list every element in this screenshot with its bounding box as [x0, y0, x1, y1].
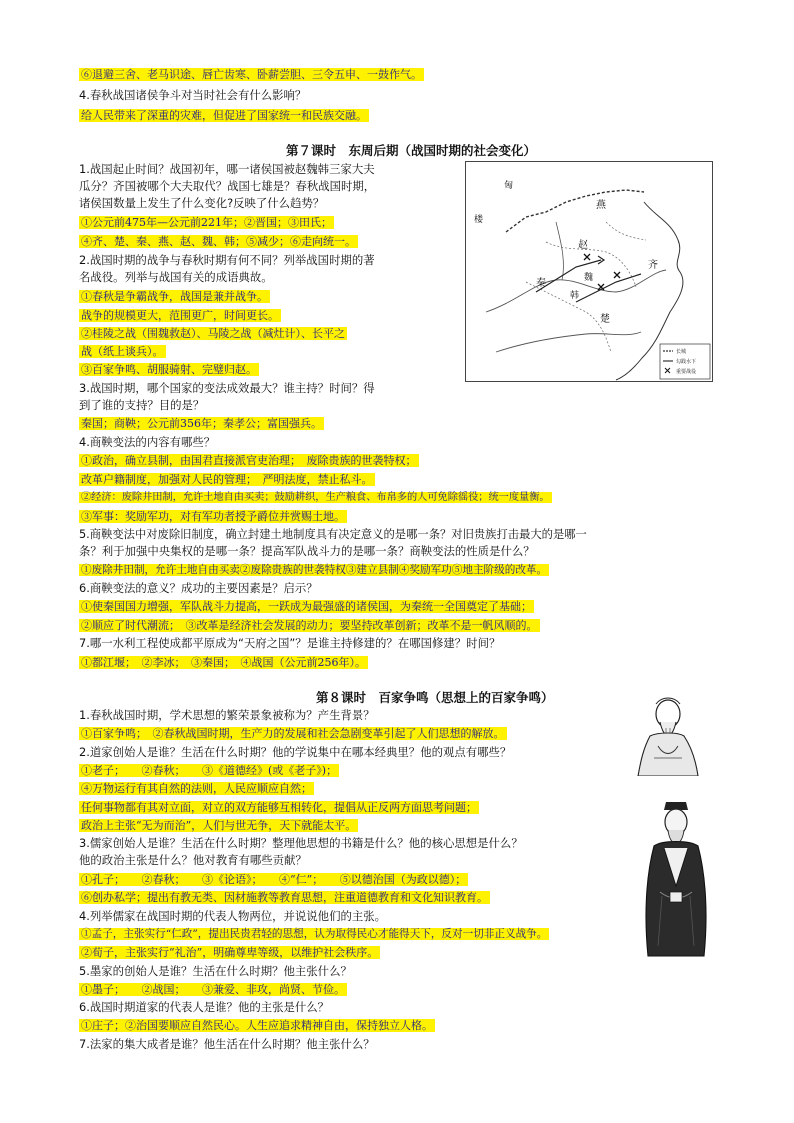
answer-line: ①孟子，主张实行“仁政”，提出民贵君轻的思想，认为取得民心才能得天下，反对一切非正义战争。 [81, 928, 548, 940]
answer-line: ①使秦国国力增强，军队战斗力提高，一跃成为最强盛的诸侯国，为秦统一全国奠定了基础； [81, 600, 532, 613]
legend-route: 勾践水下 [676, 359, 697, 365]
question-line: 2.道家创始人是谁？生活在什么时期？他的学说集中在哪本经典里？他的观点有哪些？ [79, 745, 512, 759]
question-line: 3.战国时期，哪个国家的变法成效最大？谁主持？时间？得 [79, 381, 375, 395]
question-line: 诸侯国数量上发生了什么变化?反映了什么趋势？ [79, 196, 325, 210]
map-label-xiongnu: 匈 [504, 181, 514, 191]
answer-line: 战（纸上谈兵）。 [81, 345, 164, 358]
map-label-loufan: 楼 [474, 215, 484, 225]
question-line: 7.哪一水利工程使成都平原成为“天府之国”？是谁主持修建的？在哪国修建？时间？ [79, 636, 501, 650]
answer-line: ①都江堰； ②李冰； ③秦国； ④战国（公元前256年）。 [81, 656, 366, 669]
answer-line: ①政治，确立县制，由国君直接派官吏治理； 废除贵族的世袭特权； [81, 454, 417, 467]
answer-line: ③百家争鸣、胡服骑射、完璧归赵。 [81, 363, 257, 376]
question-line: 5.商鞅变法中对废除旧制度，确立封建土地制度具有决定意义的是哪一条？对旧贵族打击最大的是哪一 [79, 528, 587, 541]
answer-line: 战争的规模更大，范围更广，时间更长。 [81, 309, 279, 322]
map-label-chu: 楚 [600, 314, 610, 325]
question-line: 6.商鞅变法的意义？成功的主要因素是？启示？ [79, 581, 318, 595]
map-drawing [466, 162, 712, 381]
question-line: 3.儒家创始人是谁？生活在什么时期？整理他思想的书籍是什么？他的核心思想是什么？ [79, 836, 523, 850]
warring-states-map [465, 161, 713, 382]
question-line: 2.战国时期的战争与春秋时期有何不同？列举战国时期的著 [79, 253, 375, 267]
map-label-qi: 齐 [648, 260, 658, 271]
question-line: 条？利于加强中央集权的是哪一条？提高军队战斗力的是哪一条？商鞅变法的性质是什么？ [79, 544, 535, 558]
legend-great-wall: 长城 [676, 349, 687, 355]
answer-line: ④万物运行有其自然的法则，人民应顺应自然； [81, 782, 312, 795]
answer-line: ④齐、楚、秦、燕、赵、魏、韩；⑤减少；⑥走向统一。 [81, 235, 356, 248]
question-line: 名战役。列举与战国有关的成语典故。 [79, 270, 273, 284]
question-line: 他的政治主张是什么？他对教育有哪些贡献？ [79, 853, 307, 867]
question-line: 4.商鞅变法的内容有哪些？ [79, 435, 216, 449]
lesson-7-title: 第７课时 东周后期（战国时期的社会变化） [286, 143, 537, 158]
answer-line: ②顺应了时代潮流； ③改革是经济社会发展的动力；要坚持改革创新；改革不是一帆风顺的。 [81, 619, 538, 632]
answer-line: ③军事：奖励军功，对有军功者授予爵位并赏赐土地。 [81, 510, 345, 523]
answer-line: ①庄子；②治国要顺应自然民心。人生应追求精神自由，保持独立人格。 [81, 1019, 433, 1032]
answer-line: 给人民带来了深重的灾难，但促进了国家统一和民族交融。 [81, 109, 367, 122]
question-line: 1.战国起止时间？战国初年，哪一诸侯国被赵魏韩三家大夫 [79, 162, 375, 176]
question-line: 到了谁的支持？目的是？ [79, 398, 205, 412]
answer-line: ①春秋是争霸战争，战国是兼并战争。 [81, 290, 268, 303]
answer-line: 秦国；商鞅；公元前356年；秦孝公；富国强兵。 [81, 417, 322, 430]
answer-line: ②荀子，主张实行“礼治”，明确尊卑等级，以维护社会秩序。 [81, 946, 379, 959]
map-label-han: 韩 [570, 291, 580, 301]
laozi-portrait [632, 696, 704, 776]
map-label-wei: 魏 [584, 273, 594, 283]
question-line: 7.法家的集大成者是谁？他生活在什么时期？他主张什么？ [79, 1037, 375, 1051]
answer-line: ①废除井田制，允许土地自由买卖②废除贵族的世袭特权③建立县制④奖励军功⑤地主阶级的改革。 [81, 564, 548, 576]
legend-battle: 重要战役 [676, 369, 697, 375]
confucius-portrait [640, 796, 712, 958]
answer-line: ⑥创办私学；提出有教无类、因材施教等教育思想，注重道德教育和文化知识教育。 [81, 891, 488, 904]
answer-line: ⑥退避三舍、老马识途、唇亡齿寒、卧薪尝胆、三令五申、一鼓作气。 [81, 68, 422, 81]
answer-line: 任何事物都有其对立面，对立的双方能够互相转化，提倡从正反两方面思考问题； [81, 801, 477, 814]
answer-line: ①孔子； ②春秋； ③《论语》； ④“仁”； ⑤以德治国（为政以德）； [81, 873, 467, 886]
answer-line: ①公元前475年—公元前221年；②晋国；③田氏； [81, 216, 332, 229]
answer-line: ①老子； ②春秋； ③《道德经》(或《老子》)； [81, 764, 338, 777]
answer-line: ①墨子； ②战国； ③兼爱、非攻，尚贤、节俭。 [81, 983, 345, 996]
lesson-8-title: 第８课时 百家争鸣（思想上的百家争鸣） [316, 690, 554, 705]
answer-line: 政治上主张“无为而治”，人们与世无争，天下就能太平。 [81, 819, 357, 832]
map-label-yan: 燕 [596, 200, 606, 211]
map-label-zhao: 赵 [578, 240, 588, 251]
question-line: 4.春秋战国诸侯争斗对当时社会有什么影响？ [79, 88, 307, 102]
answer-line: ②桂陵之战（围魏救赵）、马陵之战（减灶计）、长平之 [81, 327, 345, 340]
question-line: 6.战国时期道家的代表人是谁？他的主张是什么？ [79, 1000, 330, 1014]
question-line: 1.春秋战国时期，学术思想的繁荣景象被称为？产生背景？ [79, 708, 375, 722]
question-line: 5.墨家的创始人是谁？生活在什么时期？他主张什么？ [79, 964, 352, 978]
answer-line: 改革户籍制度，加强对人民的管理； 严明法度，禁止私斗。 [81, 473, 373, 486]
answer-line: ①百家争鸣； ②春秋战国时期，生产力的发展和社会急剧变革引起了人们思想的解放。 [81, 727, 505, 740]
question-line: 瓜分？齐国被哪个大夫取代？战国七雄是？春秋战国时期， [79, 179, 376, 193]
answer-line: ②经济：废除井田制，允许土地自由买卖；鼓励耕织，生产粮食、布帛多的人可免除徭役；统一度量衡。 [81, 492, 550, 503]
map-label-qin: 秦 [536, 278, 546, 289]
question-line: 4.列举儒家在战国时期的代表人物两位，并说说他们的主张。 [79, 909, 387, 923]
